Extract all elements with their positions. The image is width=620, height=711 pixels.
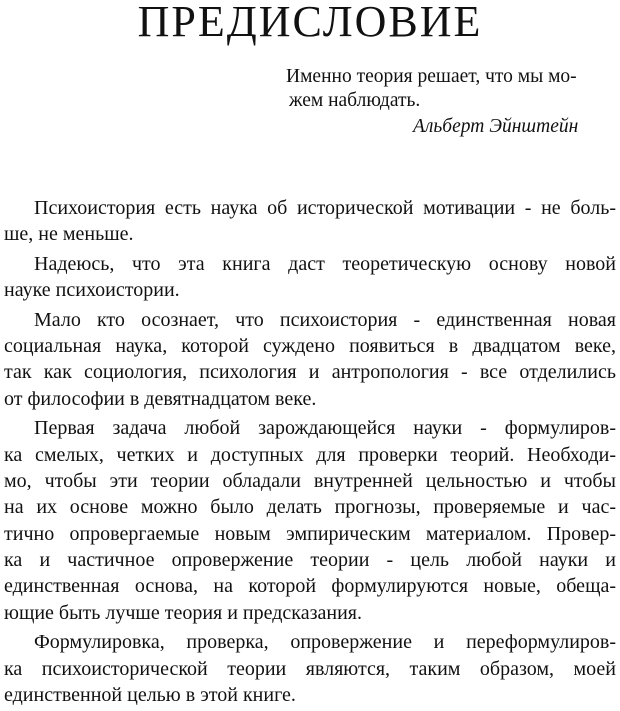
epigraph-author: Альберт Эйнштейн — [413, 116, 579, 137]
text-line: на их основе можно было делать прогнозы, проверяемые и час- — [4, 496, 616, 519]
paragraph — [4, 415, 616, 626]
text-line: тично опровергаемые новым эмпирическим материалом. Провер- — [4, 522, 616, 545]
text-line: единственная основа, на которой формулируются новые, обеща- — [4, 575, 616, 598]
text-line: мо, чтобы эти теории обладали внутренней цельностью и чтобы — [4, 469, 616, 492]
text-line: единственной целью в этой книге. — [4, 684, 296, 707]
text-line: так как социология, психология и антропология - все отделились — [4, 361, 616, 384]
text-line: от философии в девятнадцатом веке. — [4, 387, 317, 410]
text-line: Надеюсь, что эта книга даст теоретическую основу новой — [34, 252, 616, 275]
chapter-title: ПРЕДИСЛОВИЕ — [137, 0, 483, 46]
paragraph — [4, 195, 616, 248]
text-line: науке психоистории. — [4, 279, 180, 302]
text-line: ка смелых, четких и доступных для проверки теорий. Необходи- — [4, 443, 616, 466]
text-line: Психоистория есть наука об исторической мотивации - не боль- — [34, 197, 616, 219]
text-line: ка психоисторической теории являются, таким образом, моей — [4, 657, 616, 680]
paragraph — [4, 251, 616, 304]
paragraph — [4, 629, 616, 708]
epigraph-line: жем наблюдать. — [289, 90, 421, 111]
epigraph-quote — [286, 65, 596, 113]
text-line: Формулировка, проверка, опровержение и переформулиров- — [34, 631, 616, 654]
text-line: социальная наука, которой суждено появиться в двадцатом веке, — [4, 334, 616, 357]
epigraph-line: Именно теория решает, что мы мо- — [286, 66, 577, 87]
text-line: ющие быть лучше теория и предсказания. — [4, 601, 362, 624]
paragraph — [4, 307, 616, 413]
text-line: ка и частичное опровержение теории - цель любой науки и — [4, 549, 616, 572]
text-line: Первая задача любой зарождающейся науки - формулиров- — [34, 417, 616, 440]
body-text — [4, 195, 616, 711]
text-line: Мало кто осознает, что психоистория - единственная новая — [34, 308, 616, 331]
text-line: ше, не меньше. — [4, 223, 134, 246]
